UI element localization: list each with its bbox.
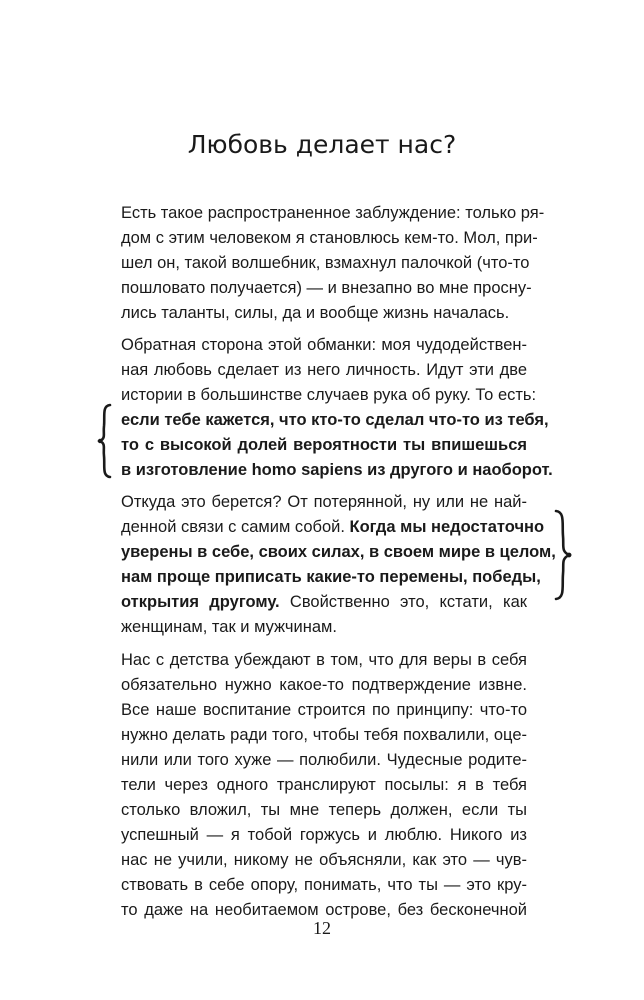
paragraph-4-line: Все наше воспитание строится по принципу: что-то: [121, 701, 527, 719]
paragraph-4-line: Нас с детства убеждают в том, что для веры в себя: [121, 651, 527, 669]
paragraph-3-line: Откуда это берется? От потерянной, ну или не най-: [121, 493, 527, 511]
paragraph-4-line: успешный — я тобой горжусь и люблю. Никого из: [121, 826, 527, 844]
chapter-title: Любовь делает нас?: [187, 130, 457, 159]
paragraph-2-bold-line: в изготовление homo sapiens из другого и наоборот.: [121, 461, 553, 479]
paragraph-4-line: тели через одного транслируют посылы: я в тебя: [121, 776, 527, 794]
paragraph-1-line: шел он, такой волшебник, взмахнул палочкой (что-то: [121, 254, 530, 272]
paragraph-2-line: истории в большинстве случаев рука об руку. То есть:: [121, 386, 537, 404]
paragraph-4-line: нас не учили, никому не объясняли, как это — чув-: [121, 851, 527, 869]
paragraph-2-line: ная любовь сделает из него личность. Идут эти две: [121, 361, 527, 379]
paragraph-3-bold-line: уверены в себе, своих силах, в своем мире в целом,: [121, 543, 556, 561]
bold-text: Когда мы недостаточно: [349, 518, 545, 536]
paragraph-4-line: ствовать в себе опору, понимать, что ты — это кру-: [121, 876, 527, 894]
paragraph-4-line: то даже на необитаемом острове, без бесконечной: [121, 901, 527, 919]
left-curly-brace-icon: [94, 402, 118, 480]
paragraph-1-line: пошловато получается) — и внезапно во мне просну-: [121, 279, 532, 297]
bold-text: открытия другому.: [121, 593, 280, 611]
plain-text: денной связи с самим собой.: [121, 518, 350, 536]
paragraph-3-mixed-line: [121, 590, 527, 614]
paragraph-1-line: Есть такое распространенное заблуждение: только ря-: [121, 204, 545, 222]
page-number: 12: [313, 918, 331, 938]
paragraph-2-line: Обратная сторона этой обманки: моя чудодействен-: [121, 336, 527, 354]
paragraph-1-line: лись таланты, силы, да и вообще жизнь началась.: [121, 304, 510, 322]
paragraph-3-bold-line: нам проще приписать какие-то перемены, победы,: [121, 568, 541, 586]
paragraph-4-line: столько вложил, ты мне теперь должен, если ты: [121, 801, 527, 819]
paragraph-4-line: нужно делать ради того, чтобы тебя похвалили, оце-: [121, 726, 527, 744]
paragraph-2-bold-line: то с высокой долей вероятности ты впишешься: [121, 436, 527, 454]
plain-text: Свойственно это, кстати, как: [279, 593, 527, 611]
paragraph-3-line: женщинам, так и мужчинам.: [121, 618, 337, 636]
paragraph-1-line: дом с этим человеком я становлюсь кем-то. Мол, при-: [121, 229, 538, 247]
paragraph-4-line: нили или того хуже — полюбили. Чудесные родите-: [121, 751, 527, 769]
paragraph-3-mixed-line: [121, 515, 545, 539]
right-curly-brace-icon: [550, 508, 576, 602]
paragraph-2-bold-line: если тебе кажется, что кто-то сделал что-то из тебя,: [121, 411, 549, 429]
paragraph-4-line: обязательно нужно какое-то подтверждение извне.: [121, 676, 527, 694]
